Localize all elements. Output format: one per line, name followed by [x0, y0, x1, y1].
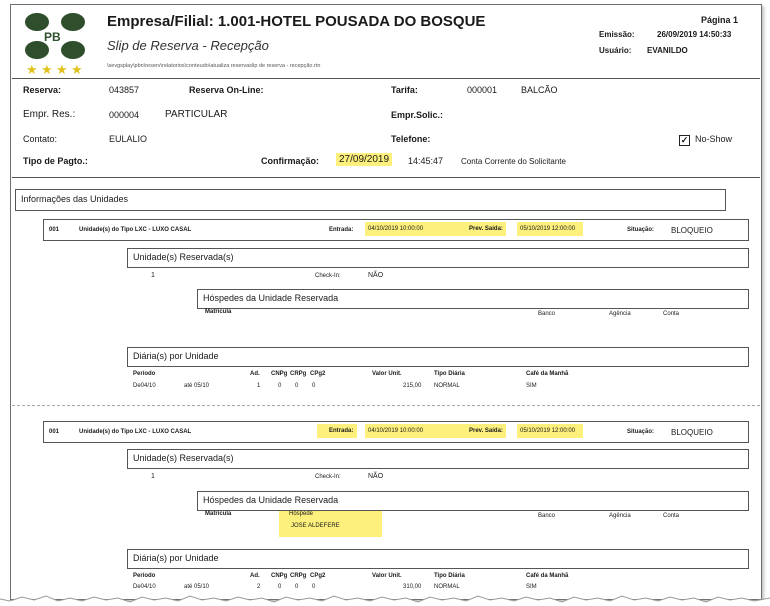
daily-periodo-de: De04/10: [133, 584, 156, 590]
daily-box: [127, 347, 749, 367]
unit-code: 001: [49, 429, 60, 435]
daily-col-ad: Ad.: [250, 371, 260, 377]
daily-periodo-ate: até 05/10: [184, 584, 210, 590]
unit-separator: [12, 405, 760, 406]
daily-ad: 2: [257, 584, 261, 590]
daily-col-cafe: Café da Manhã: [526, 371, 569, 377]
logo-leaf-shape: [25, 13, 49, 31]
guests-title: Hóspedes da Unidade Reservada: [203, 495, 339, 505]
user-label: Usuário:: [599, 46, 632, 55]
checkin-label: Check-In:: [315, 273, 341, 279]
guest-name: JOSE ALDEFERE: [291, 523, 340, 529]
daily-tipo: NORMAL: [434, 584, 460, 590]
situacao-value: BLOQUEIO: [671, 226, 713, 235]
daily-cnpg: 0: [278, 584, 282, 590]
daily-cpg2: 0: [312, 383, 316, 389]
report-subtitle: Slip de Reserva - Recepção: [107, 38, 269, 53]
daily-valor: 215,00: [403, 383, 422, 389]
col-hospede: Hóspede: [289, 511, 314, 517]
daily-box: [127, 549, 749, 569]
star-icon: ★: [56, 62, 68, 77]
daily-col-valor: Valor Unit.: [372, 371, 402, 377]
daily-cafe: SIM: [526, 584, 537, 590]
daily-col-periodo: Período: [133, 573, 156, 579]
torn-edge: [0, 592, 770, 606]
empr-res-label: Empr. Res.:: [23, 109, 76, 120]
report-title: Empresa/Filial: 1.001-HOTEL POUSADA DO BOSQUE: [107, 13, 486, 30]
star-icon: ★: [26, 62, 38, 77]
col-conta: Conta: [663, 311, 680, 317]
daily-title: Diária(s) por Unidade: [133, 351, 219, 361]
star-icon: ★: [41, 62, 53, 77]
saida-label: Prev. Saída:: [459, 424, 506, 438]
daily-periodo-ate: até 05/10: [184, 383, 210, 389]
daily-col-cpg2: CPg2: [310, 573, 326, 579]
logo-text: PB: [44, 30, 61, 44]
empr-res-code: 000004: [109, 110, 140, 120]
daily-col-ad: Ad.: [250, 573, 260, 579]
report-path: \sevgsplay\pbn\reserv\relatorios\conteudo\atualiza reservaslip de reserva - recepção.rtn: [107, 63, 321, 69]
daily-tipo: NORMAL: [434, 383, 460, 389]
hotel-logo: [23, 11, 89, 77]
daily-crpg: 0: [295, 584, 299, 590]
contato-label: Contato:: [23, 134, 58, 144]
daily-ad: 1: [257, 383, 261, 389]
telefone-label: Telefone:: [391, 134, 431, 144]
guests-title: Hóspedes da Unidade Reservada: [203, 293, 339, 303]
col-matricula: Matrícula: [205, 511, 232, 517]
daily-col-tipo: Tipo Diária: [434, 573, 465, 579]
saida-label: Prev. Saída:: [459, 222, 506, 236]
entrada-label: Entrada:: [329, 227, 354, 233]
checkin-label: Check-In:: [315, 474, 341, 480]
tarifa-name: BALCÃO: [521, 85, 558, 95]
noshow-checkbox[interactable]: ✓: [680, 135, 689, 145]
entrada-value: 04/10/2019 10:00:00: [365, 424, 459, 438]
reserved-unit-number: 1: [151, 272, 155, 279]
report-page: [10, 4, 762, 600]
entrada-label: Entrada:: [317, 424, 357, 438]
daily-cpg2: 0: [312, 584, 316, 590]
daily-title: Diária(s) por Unidade: [133, 553, 219, 563]
confirmacao-label: Confirmação:: [261, 156, 320, 166]
col-agencia: Agência: [609, 513, 631, 519]
user-value: EVANILDO: [647, 46, 688, 55]
daily-valor: 310,00: [403, 584, 422, 590]
emission-label: Emissão:: [599, 30, 635, 39]
noshow-label: No-Show: [695, 134, 733, 144]
reserva-label: Reserva:: [23, 85, 62, 95]
col-conta: Conta: [663, 513, 680, 519]
emission-value: 26/09/2019 14:50:33: [657, 30, 732, 39]
empr-solic-label: Empr.Solic.:: [391, 110, 444, 120]
daily-col-crpg: CRPg: [290, 573, 307, 579]
saida-value: 05/10/2019 12:00:00: [517, 222, 583, 236]
daily-col-cnpg: CNPg: [271, 573, 288, 579]
unit-code: 001: [49, 227, 60, 233]
star-icon: ★: [71, 62, 83, 77]
online-label: Reserva On-Line:: [189, 85, 264, 95]
tarifa-code: 000001: [467, 85, 498, 95]
daily-col-cpg2: CPg2: [310, 371, 326, 377]
reserved-units-title: Unidade(s) Reservada(s): [133, 453, 234, 463]
confirmacao-time: 14:45:47: [408, 156, 444, 166]
daily-col-valor: Valor Unit.: [372, 573, 402, 579]
tipo-pagto-label: Tipo de Pagto.:: [23, 156, 88, 166]
reserved-units-title: Unidade(s) Reservada(s): [133, 252, 234, 262]
entrada-value: 04/10/2019 10:00:00: [365, 222, 459, 236]
col-agencia: Agência: [609, 311, 631, 317]
daily-periodo-de: De04/10: [133, 383, 156, 389]
situacao-value: BLOQUEIO: [671, 428, 713, 437]
daily-crpg: 0: [295, 383, 299, 389]
situacao-label: Situação:: [627, 227, 655, 233]
logo-leaf-shape: [61, 13, 85, 31]
col-matricula: Matrícula: [205, 309, 232, 315]
situacao-label: Situação:: [627, 429, 655, 435]
conta-corrente: Conta Corrente do Solicitante: [461, 157, 566, 166]
daily-col-cnpg: CNPg: [271, 371, 288, 377]
daily-col-periodo: Período: [133, 371, 156, 377]
checkin-value: NÃO: [368, 272, 384, 279]
units-section-title: Informações das Unidades: [21, 194, 129, 204]
unit-type: Unidade(s) do Tipo LXC - LUXO CASAL: [79, 227, 192, 233]
daily-cnpg: 0: [278, 383, 282, 389]
unit-type: Unidade(s) do Tipo LXC - LUXO CASAL: [79, 429, 192, 435]
empr-res-name: PARTICULAR: [165, 109, 228, 120]
col-banco: Banco: [538, 311, 556, 317]
daily-col-crpg: CRPg: [290, 371, 307, 377]
contato-value: EULALIO: [109, 134, 148, 144]
daily-col-cafe: Café da Manhã: [526, 573, 569, 579]
reserved-unit-number: 1: [151, 473, 155, 480]
page-number: Página 1: [701, 15, 739, 25]
daily-col-tipo: Tipo Diária: [434, 371, 465, 377]
saida-value: 05/10/2019 12:00:00: [517, 424, 583, 438]
tarifa-label: Tarifa:: [391, 85, 418, 95]
logo-leaf-shape: [61, 41, 85, 59]
col-banco: Banco: [538, 513, 556, 519]
reserva-value: 043857: [109, 85, 140, 95]
checkin-value: NÃO: [368, 473, 384, 480]
confirmacao-date: 27/09/2019: [336, 153, 392, 166]
daily-cafe: SIM: [526, 383, 537, 389]
